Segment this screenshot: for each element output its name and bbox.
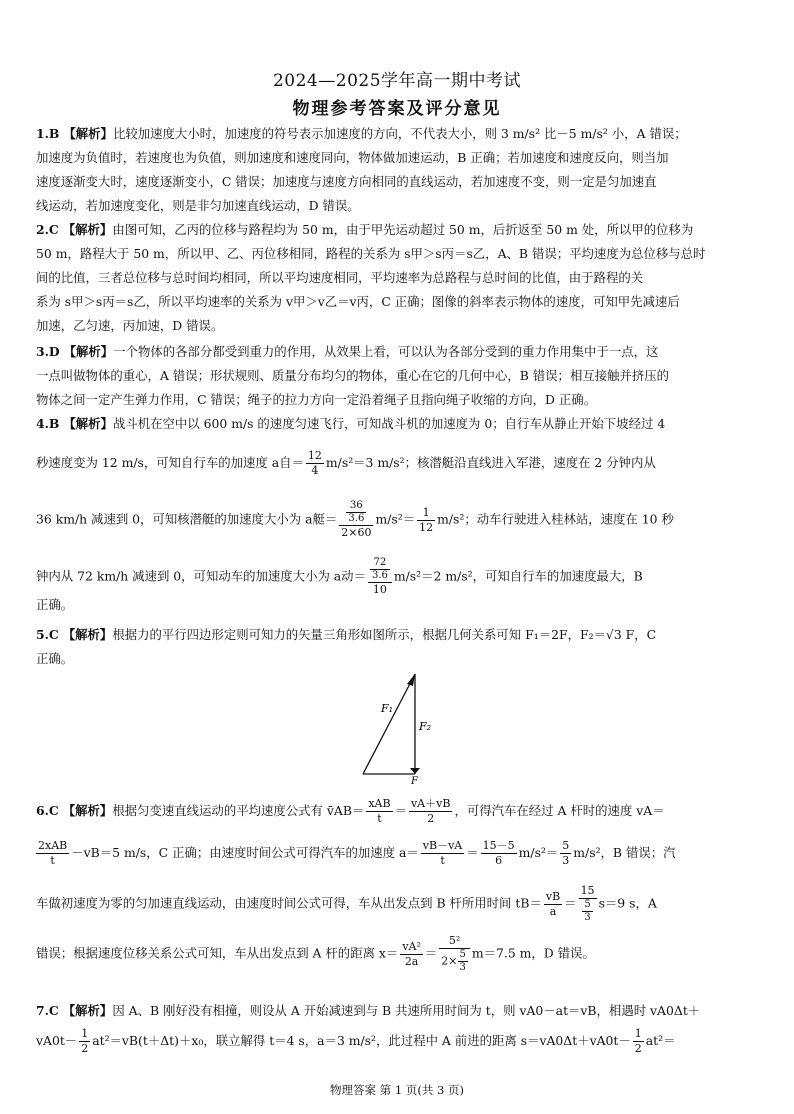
q4-text-3b: m/s²＝ bbox=[375, 511, 416, 527]
q5-tag: 【解析】 bbox=[62, 627, 113, 642]
q2-tag: 【解析】 bbox=[62, 222, 113, 237]
q6-text-1b: ，可得汽车在经过 A 杆时的速度 vA＝ bbox=[454, 803, 665, 818]
question-5 bbox=[36, 623, 760, 671]
question-6: 6.C 【解析】根据匀变速直线运动的平均速度公式有 v̄AB＝ $\frac{\text{xAB}}{t}$ ＝ $\frac{vA+vB}{2}$ ，可得汽车在经过 A 杆时的速度 vA＝ bbox=[36, 797, 665, 825]
q4-label: 4.B bbox=[36, 416, 60, 431]
q2-text-4: 系为 s甲＞s丙＝s乙，所以平均速率的关系为 v甲＞v乙＝v丙，C 正确；图像的斜率表示物体的速度，可知甲先减速后 bbox=[36, 294, 680, 309]
q6-text-4a: 错误；根据速度位移关系公式可知，车从出发点到 A 杆的距离 x＝ bbox=[36, 945, 399, 961]
q4-line-4 bbox=[36, 557, 760, 597]
q2-label: 2.C bbox=[36, 222, 59, 237]
q6-line-2: $\frac{\text{2xAB}}{t}$ －vB＝5 m/s，C 正确；由速度时间公式可得汽车的加速度 a＝ $\frac{vB-vA}{t}$ ＝ $\frac{15-5}{6}$ m/s²＝ $\frac{5}{3}$ m/s²，B 错误；汽 bbox=[38, 839, 676, 867]
page-footer: 物理答案 第 1 页(共 3 页) bbox=[330, 1083, 464, 1097]
q6-text-3b: s＝9 s，A bbox=[598, 895, 657, 911]
q6-text-1a: 根据匀变速直线运动的平均速度公式有 v̄AB＝ bbox=[112, 803, 365, 818]
q1-tag: 【解析】 bbox=[63, 126, 113, 141]
q4-tag: 【解析】 bbox=[63, 416, 113, 431]
exam-title: 2024—2025学年高一期中考试 bbox=[272, 71, 522, 91]
q6-line-3: 车做初速度为零的匀加速直线运动，由速度时间公式可得，车从出发点到 B 杆所用时间 tB＝ $\frac{vB}{a}$ ＝ $\frac{15}{\frac{5}{3}}$ s＝9 s，A bbox=[36, 884, 657, 923]
q1-line-1 bbox=[36, 122, 760, 146]
question-2 bbox=[36, 218, 760, 338]
q7-tag: 【解析】 bbox=[62, 1003, 113, 1018]
q3-text-3: 物体之间一定产生弹力作用，C 错误；绳子的拉力方向一定沿着绳子且指向绳子收缩的方向，D 正确。 bbox=[36, 392, 597, 407]
q6-label: 6.C bbox=[36, 803, 59, 818]
q2-text-2: 50 m，路程大于 50 m，所以甲、乙、丙位移相同，路程的关系为 s甲＞s丙＝s乙，A、B 错误；平均速度为总位移与总时 bbox=[36, 246, 706, 261]
question-7 bbox=[36, 996, 760, 1056]
q4-text-5: 正确。 bbox=[36, 597, 74, 612]
f1-arrowhead bbox=[407, 674, 415, 686]
fraction: $\frac{vA+vB}{2}$ bbox=[410, 797, 451, 825]
fraction: $\frac{\frac{72}{3.6}}{10}$ bbox=[368, 557, 392, 597]
question-3 bbox=[36, 340, 760, 412]
q4-text-1: 战斗机在空中以 600 m/s 的速度匀速飞行，可知战斗机的加速度为 0；自行车从静止开始下坡经过 4 bbox=[112, 416, 666, 431]
q4-text-4b: m/s²＝2 m/s²，可知自行车的加速度最大，B bbox=[393, 568, 643, 584]
fraction: $\frac{15-5}{6}$ bbox=[482, 839, 515, 867]
q1-text-4: 线运动，若加速度变化，则是非匀加速直线运动，D 错误。 bbox=[36, 198, 360, 213]
fraction: $\frac{\text{xAB}}{t}$ bbox=[368, 797, 391, 825]
fraction: 5² 2× $\frac{5}{3}$ bbox=[439, 934, 470, 974]
q7-text-2b: at²＝vB(t＋Δt)＋x₀，联立解得 t＝4 s，a＝3 m/s²，此过程中 A 前进的距离 s＝vA0Δt＋vA0t－ bbox=[92, 1033, 631, 1048]
f1-label: F₁ bbox=[381, 702, 394, 715]
q1-text-3: 速度逐渐变大时，速度逐渐变小，C 错误；加速度与速度方向相同的直线运动，若加速度不变，则一定是匀加速直 bbox=[36, 174, 657, 189]
question-4 bbox=[36, 412, 760, 436]
question-1 bbox=[36, 122, 760, 218]
q6-text-4b: m＝7.5 m，D 错误。 bbox=[471, 945, 595, 961]
fraction: $\frac{\frac{36}{3.6}}{2\times 60}$ bbox=[341, 500, 372, 539]
q2-text-3: 间的比值，三者总位移与总时间均相同，所以平均速度相同，平均速率为总路程与总时间的比值，由于路程的关 bbox=[36, 270, 644, 285]
q4-text-4a: 钟内从 72 km/h 减速到 0，可知动车的加速度大小为 a动＝ bbox=[36, 568, 366, 584]
q1-text-2: 加速度为负值时，若速度也为负值，则加速度和速度同向，物体做加速运动，B 正确；若加速度和速度反向，则当加 bbox=[36, 150, 669, 165]
fraction: $\frac{vB-vA}{t}$ bbox=[422, 839, 463, 867]
fraction: $\frac{12}{4}$ bbox=[307, 449, 322, 477]
q4-text-2b: m/s²＝3 m/s²；核潜艇沿直线进入军港，速度在 2 分钟内从 bbox=[325, 455, 656, 470]
q1-label: 1.B bbox=[36, 126, 60, 141]
fraction: $\frac{1}{12}$ bbox=[419, 505, 434, 534]
f1-vector bbox=[363, 674, 415, 774]
q6-line-4: 错误；根据速度位移关系公式可知，车从出发点到 A 杆的距离 x＝ $\frac{\text{vA²}}{2a}$ ＝ 5² 2× $\frac{5}{3}$ m＝7.5 m，D 错误。 bbox=[36, 934, 595, 973]
q3-label: 3.D bbox=[36, 344, 60, 359]
answer-key-title: 物理参考答案及评分意见 bbox=[292, 99, 502, 119]
q7-label: 7.C bbox=[36, 1003, 59, 1018]
q4-text-3c: m/s²；动车行驶进入桂林站，速度在 10 秒 bbox=[437, 511, 674, 527]
f-arrowhead bbox=[410, 768, 420, 774]
f2-label: F₂ bbox=[419, 720, 432, 733]
fraction: $\frac{15}{\frac{5}{3}}$ bbox=[580, 884, 595, 923]
q6-tag: 【解析】 bbox=[62, 803, 113, 818]
q5-label: 5.C bbox=[36, 627, 59, 642]
fraction: $\frac{\text{vA²}}{2a}$ bbox=[402, 939, 421, 968]
q6-text-2a: －vB＝5 m/s，C 正确；由速度时间公式可得汽车的加速度 a＝ bbox=[71, 845, 419, 860]
force-triangle-diagram bbox=[355, 670, 445, 785]
fraction: $\frac{1}{2}$ bbox=[634, 1027, 642, 1055]
fraction: $\frac{vB}{a}$ bbox=[545, 889, 561, 918]
fraction: $\frac{5}{3}$ bbox=[562, 839, 570, 867]
q6-text-3a: 车做初速度为零的匀加速直线运动，由速度时间公式可得，车从出发点到 B 杆所用时间 tB＝ bbox=[36, 895, 542, 911]
q4-line-5 bbox=[36, 593, 760, 617]
q6-text-2c: m/s²，B 错误；汽 bbox=[573, 845, 676, 860]
f-label: F bbox=[411, 776, 418, 785]
fraction: $\frac{1}{2}$ bbox=[81, 1027, 89, 1055]
q4-line-2 bbox=[36, 448, 760, 478]
q2-text-1: 由图可知，乙丙的位移与路程均为 50 m，由于甲先运动超过 50 m，后折返至 50 m 处，所以甲的位移为 bbox=[112, 222, 694, 237]
q4-text-2a: 秒速度变为 12 m/s，可知自行车的加速度 a自＝ bbox=[36, 455, 304, 470]
q4-line-3 bbox=[36, 500, 760, 540]
q7-text-2a: vA0t－ bbox=[36, 1033, 78, 1048]
q7-text-2c: at²＝ bbox=[645, 1033, 676, 1048]
fraction: $\frac{\text{2xAB}}{t}$ bbox=[38, 839, 68, 867]
q6-text-2b: m/s²＝ bbox=[518, 845, 559, 860]
q3-text-1: 一个物体的各部分都受到重力的作用，从效果上看，可以认为各部分受到的重力作用集中于一点，这 bbox=[113, 344, 659, 359]
q2-text-5: 加速，乙匀速，丙加速，D 错误。 bbox=[36, 318, 224, 333]
q1-text-1: 比较加速度大小时，加速度的符号表示加速度的方向，不代表大小，则 3 m/s² 比－5 m/s² 小，A 错误； bbox=[112, 126, 687, 141]
q3-text-2: 一点叫做物体的重心，A 错误；形状规则、质量分布均匀的物体，重心在它的几何中心，B 错误；相互接触并挤压的 bbox=[36, 368, 670, 383]
q3-tag: 【解析】 bbox=[63, 344, 114, 359]
q5-text-1: 根据力的平行四边形定则可知力的矢量三角形如图所示，根据几何关系可知 F₁＝2F，F₂＝√3 F，C bbox=[112, 627, 657, 642]
q7-text-1: 因 A、B 刚好没有相撞，则设从 A 开始减速到与 B 共速所用时间为 t，则 vA0－at＝vB，相遇时 vA0Δt＋ bbox=[112, 1003, 701, 1018]
q4-text-3a: 36 km/h 减速到 0，可知核潜艇的加速度大小为 a艇＝ bbox=[36, 511, 338, 527]
q5-text-2: 正确。 bbox=[36, 651, 74, 666]
